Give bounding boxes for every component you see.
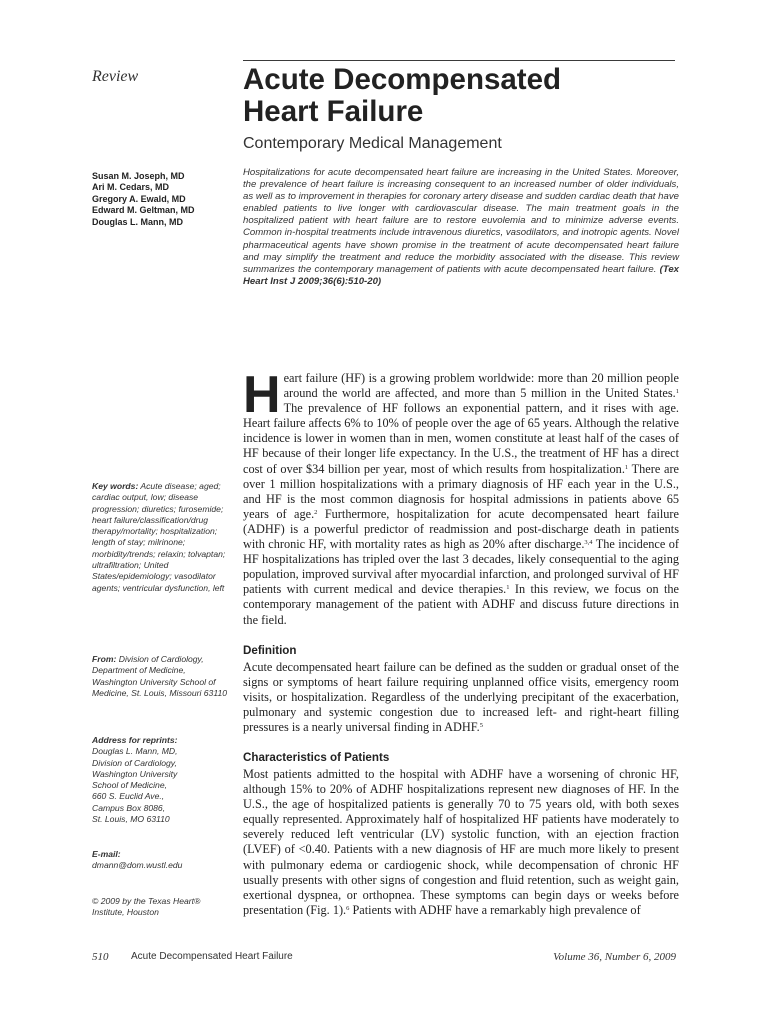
body-text: The prevalence of HF follows an exponential pattern, and it rises with age. Heart failure affects 6% to 10% of people over the age of 65 years. Although the relative incidence is lower in women than in men, women constitute at least half of the cases of HF because of their longer life expectancy. In the U.S., the treatment of HF has a direct cost of over $34 billion per year, most of which results from hospitalization. [243, 401, 679, 476]
body-text: There are over 1 million hospitalizations with a primary diagnosis of HF each year in the U.S., and HF is the most common diagnosis for hospital admissions in patients above 65 years of age. [243, 461, 679, 521]
title-line-2: Heart Failure [243, 95, 424, 128]
keywords-block [92, 481, 230, 594]
reference-mark: 3,4 [584, 539, 593, 547]
author: Edward M. Geltman, MD [92, 205, 195, 216]
body-text: Patients with ADHF have a remarkably high prevalence of [349, 902, 641, 917]
reference-mark: 1 [506, 584, 510, 592]
section-heading-characteristics: Characteristics of Patients [243, 751, 390, 764]
abstract-citation: (Tex Heart Inst J 2009;36(6):510-20) [243, 263, 679, 287]
address-line: 660 S. Euclid Ave., [92, 791, 165, 802]
characteristics-paragraph [243, 767, 679, 918]
email-label: E-mail: [92, 849, 121, 859]
author: Douglas L. Mann, MD [92, 216, 183, 227]
body-text: Furthermore, hospitalization for acute decompensated heart failure (ADHF) is a powerful predictor of readmission and post-discharge death in patients with chronic HF, with mortality rates as high as 20% after discharge. [243, 506, 679, 552]
intro-paragraph [243, 366, 679, 628]
abstract-text: Hospitalizations for acute decompensated heart failure are increasing in the United States. Moreover, the prevalence of heart failure is increasing consequent to an increased number of older individuals, as well as to improvement in therapies for coronary artery disease and sudden cardiac death that have enabled patients to live longer with cardiovascular disease. The main treatment goals in the hospitalized patient with heart failure are to restore euvolemia and to minimize adverse events. Common in-hospital treatments include intravenous diuretics, vasodilators, and inotropic agents. Novel pharmaceutical agents have shown promise in the treatment of acute decompensated heart failure and may simplify the treatment and reduce the morbidity associated with the disease. This review summarizes the contemporary management of patients with acute decompensated heart failure. [243, 167, 679, 275]
body-text: The incidence of HF hospitalizations has tripled over the last 3 decades, likely consequential to the aging population, improved survival after myocardial infarction, and prolonged survival of HF patients with current medical and device therapies. [243, 537, 679, 597]
reference-mark: 6 [346, 904, 350, 912]
address-line: Division of Cardiology, [92, 757, 177, 768]
abstract [243, 167, 679, 288]
address-label: Address for reprints: [92, 735, 178, 745]
affiliation-block [92, 654, 230, 699]
keywords-label: Key words: [92, 481, 139, 491]
body-text: eart failure (HF) is a growing problem worldwide: more than 20 million people around the world are affected, and more than 5 million in the United States. [283, 371, 679, 401]
page-number: 510 [92, 951, 109, 963]
body-text: Most patients admitted to the hospital with ADHF have a worsening of chronic HF, although 15% to 20% of ADHF hospitalizations represent new diagnoses of HF. In the U.S., the age of hospitalized patients is generally 70 to 75 years old, with both sexes equally represented. Approximately half of hospitalized HF patients have moderately to severely reduced left ventricular (LV) systolic function, with an ejection fraction (LVEF) of <0.40. Patients with a new diagnosis of HF are much more likely to present with pulmonary edema or cardiogenic shock, while decompensation of chronic HF usually presents with other signs of congestion and fluid retention, such as weight gain, exertional dyspnea, or orthopnea. These symptoms can begin days or weeks before presentation (Fig. 1). [243, 767, 679, 917]
from-label: From: [92, 654, 117, 664]
reference-mark: 2 [314, 508, 318, 516]
reprints-block [92, 735, 230, 825]
drop-cap: H [243, 366, 281, 424]
address-line: School of Medicine, [92, 780, 167, 791]
header-rule [243, 60, 675, 61]
volume-info: Volume 36, Number 6, 2009 [553, 951, 676, 963]
address-line: Campus Box 8086, [92, 802, 166, 813]
author-list [92, 171, 242, 228]
body-text: Acute decompensated heart failure can be defined as the sudden or gradual onset of the signs or symptoms of heart failure requiring unplanned office visits, emergency room visits, or hospitalization. Regardless of the underlying precipitant of the exacerbation, pulmonary and systemic congestion due to increased left- and right-heart filling pressures is a nearly universal finding in ADHF. [243, 660, 679, 735]
email-block [92, 849, 230, 872]
copyright-block [92, 896, 230, 919]
author: Susan M. Joseph, MD [92, 171, 185, 181]
copyright-line: © 2009 by the Texas Heart® [92, 896, 201, 906]
address-line: Douglas L. Mann, MD, [92, 746, 178, 757]
address-line: Washington University [92, 768, 178, 779]
reference-mark: 1 [675, 388, 679, 396]
section-heading-definition: Definition [243, 644, 297, 657]
reference-mark: 5 [479, 722, 483, 730]
article-title [243, 64, 675, 128]
reference-mark: 1 [624, 463, 629, 471]
definition-paragraph [243, 660, 679, 735]
body-text: In this review, we focus on the contemporary management of the patient with ADHF and discuss future directions in the field. [243, 582, 679, 627]
author: Ari M. Cedars, MD [92, 182, 170, 193]
from-text: Division of Cardiology, Department of Medicine, Washington University School of Medicine, St. Louis, Missouri 63110 [92, 654, 228, 698]
author: Gregory A. Ewald, MD [92, 193, 186, 204]
section-label: Review [92, 68, 139, 85]
article-subtitle: Contemporary Medical Management [243, 135, 502, 152]
keywords-text: Acute disease; aged; cardiac output, low; disease progression; diuretics; furosemide; heart failure/classification/drug therapy/mortality; hospitalization; length of stay; milrinone; morbidity/trends; relaxin; tolvaptan; ultrafiltration; United States/epidemiology; vasodilator agents; ventricular dysfunction, left [92, 481, 226, 593]
running-title: Acute Decompensated Heart Failure [131, 951, 293, 962]
copyright-line: Institute, Houston [92, 907, 159, 918]
email-address[interactable]: dmann@dom.wustl.edu [92, 860, 183, 871]
address-line: St. Louis, MO 63110 [92, 814, 170, 825]
title-line-1: Acute Decompensated [243, 63, 562, 96]
